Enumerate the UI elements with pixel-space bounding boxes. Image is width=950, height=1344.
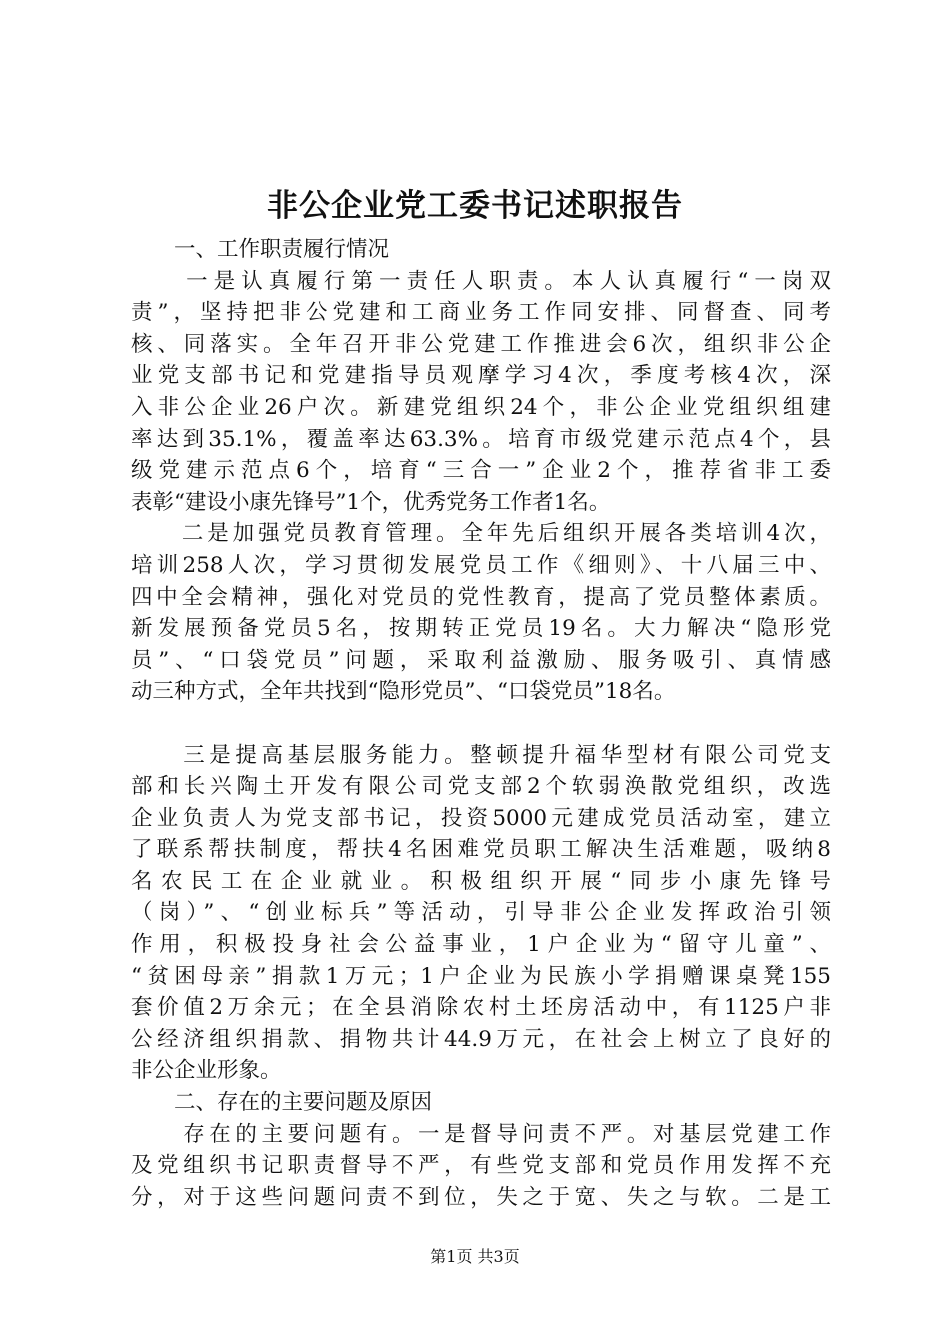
paragraph-line: 二是加强党员教育管理。全年先后组织开展各类培训4次，: [131, 521, 831, 547]
page-number: 第1页 共3页: [430, 1247, 520, 1266]
paragraph-line: 存在的主要问题有。一是督导问责不严。对基层党建工作: [131, 1121, 831, 1147]
paragraph-line: 三是提高基层服务能力。整顿提升福华型材有限公司党支: [131, 742, 831, 768]
paragraph-line: 员”、“口袋党员”问题，采取利益激励、服务吸引、真情感: [131, 647, 831, 673]
paragraph-line: 四中全会精神，强化对党员的党性教育，提高了党员整体素质。: [131, 584, 831, 610]
paragraph-line: 级党建示范点6个，培育“三合一”企业2个，推荐省非工委: [131, 458, 831, 484]
paragraph-line: 动三种方式，全年共找到“隐形党员”、“口袋党员”18名。: [131, 679, 676, 705]
document-body: [131, 234, 831, 1213]
paragraph-line: 作用，积极投身社会公益事业，1户企业为“留守儿童”、: [131, 932, 831, 958]
paragraph-line: 分，对于这些问题问责不到位，失之于宽、失之与软。二是工: [131, 1184, 831, 1210]
paragraph-line: 核、同落实。全年召开非公党建工作推进会6次，组织非公企: [131, 331, 831, 357]
blank-line: [131, 708, 831, 740]
paragraph-line: （岗）”、“创业标兵”等活动，引导非公企业发挥政治引领: [131, 900, 831, 926]
paragraph-line: 培训258人次，学习贯彻发展党员工作《细则》、十八届三中、: [131, 552, 831, 578]
paragraph-line: 了联系帮扶制度，帮扶4名困难党员职工解决生活难题，吸纳8: [131, 837, 831, 863]
paragraph-line: 新发展预备党员5名，按期转正党员19名。大力解决“隐形党: [131, 616, 831, 642]
paragraph-line: 一是认真履行第一责任人职责。本人认真履行“一岗双: [131, 268, 831, 294]
paragraph-line: 非公企业形象。: [131, 1058, 282, 1084]
paragraph-line: 业党支部书记和党建指导员观摩学习4次，季度考核4次，深: [131, 363, 831, 389]
paragraph-line: 及党组织书记职责督导不严，有些党支部和党员作用发挥不充: [131, 1153, 831, 1179]
paragraph-line: 入非公企业26户次。新建党组织24个，非公企业党组织组建: [131, 394, 831, 420]
paragraph-line: 套价值2万余元；在全县消除农村土坯房活动中，有1125户非: [131, 995, 831, 1021]
paragraph-line: 公经济组织捐款、捐物共计44.9万元，在社会上树立了良好的: [131, 1026, 831, 1052]
section-heading: 一、工作职责履行情况: [131, 237, 390, 262]
paragraph-line: 率达到35.1%，覆盖率达63.3%。培育市级党建示范点4个，县: [131, 426, 831, 452]
paragraph-line: 部和长兴陶土开发有限公司党支部2个软弱涣散党组织，改选: [131, 774, 831, 800]
paragraph-line: 表彰“建设小康先锋号”1个，优秀党务工作者1名。: [131, 489, 611, 515]
paragraph-line: “贫困母亲”捐款1万元；1户企业为民族小学捐赠课桌凳155: [131, 963, 831, 989]
paragraph-line: 名农民工在企业就业。积极组织开展“同步小康先锋号: [131, 868, 831, 894]
paragraph-line: 责”，坚持把非公党建和工商业务工作同安排、同督查、同考: [131, 300, 831, 326]
paragraph-line: 企业负责人为党支部书记，投资5000元建成党员活动室，建立: [131, 805, 831, 831]
document-title: 非公企业党工委书记述职报告: [267, 188, 683, 224]
section-heading: 二、存在的主要问题及原因: [131, 1090, 433, 1116]
